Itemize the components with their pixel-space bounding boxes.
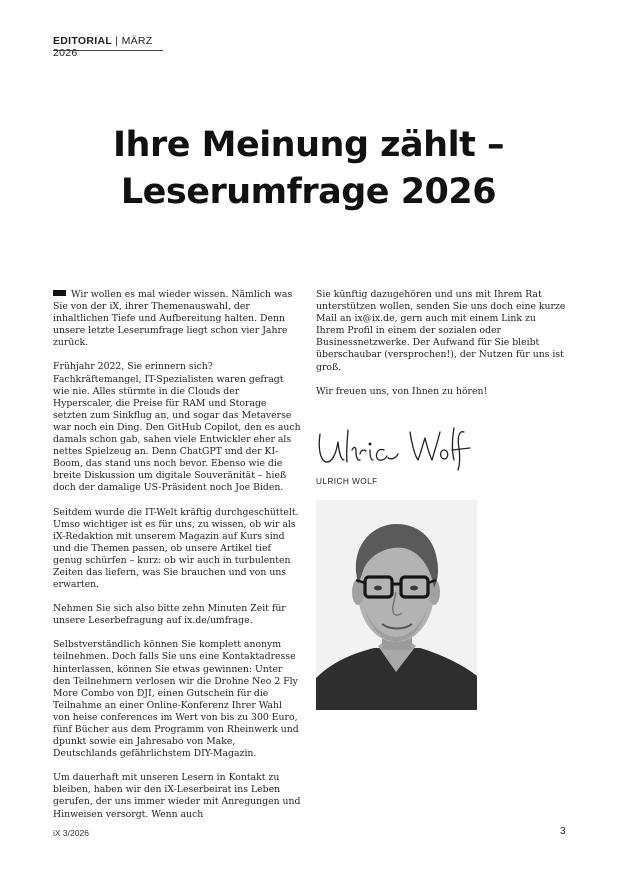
footer-issue: iX 3/2026 <box>53 828 89 838</box>
paragraph: Wir freuen uns, von Ihnen zu hören! <box>316 385 488 397</box>
header-separator: | <box>112 35 122 47</box>
paragraph-text: Wir wollen es mal wieder wissen. Nämlich was Sie von der iX, ihrer Themenauswahl, der inhaltlichen Tiefe und Aufbereitung halten. Denn unsere letzte Leserumfrage liegt schon vier Jahre zurück. <box>53 289 293 349</box>
paragraph: Um dauerhaft mit unseren Lesern in Kontakt zu bleiben, haben wir den iX-Leserbeirat ins Leben gerufen, der uns immer wieder mit Anregungen und Hinweisen versorgt. Wenn auch <box>53 772 301 820</box>
paragraph: Frühjahr 2022, Sie erinnern sich? Fachkräftemangel, IT-Spezialisten waren gefragt wie nie. Alles stürmte in die Clouds der Hyperscaler, die Preise für RAM und Storage setzten zum Sinkflug an, und sogar das Metaverse war noch ein Ding. Den GitHub Copilot, den es auch damals schon gab, sahen viele Entwickler eher als nettes Spielzeug an. Denn ChatGPT und der KI-Boom, das stand uns noch bevor. Ebenso wie die breite Diskussion um digitale Souveränität – hieß doch der damalige US-Präsident noch Joe Biden. <box>53 361 301 494</box>
section-label: EDITORIAL <box>53 35 113 47</box>
paragraph: Sie künftig dazugehören und uns mit Ihrem Rat unterstützen wollen, senden Sie uns doch eine kurze Mail an ix@ix.de, gern auch mit einem Link zu Ihrem Profil in einem der sozialen oder Businessnetzwerke. Der Aufwand für Sie bleibt überschaubar (versprochen!), der Nutzen für uns ist groß. <box>316 289 566 373</box>
paragraph: Seitdem wurde die IT-Welt kräftig durchgeschüttelt. Umso wichtiger ist es für uns, zu wissen, ob wir als iX-Redaktion mit unserem Magazin auf Kurs sind und die Themen passen, ob unsere Artikel tief genug schürfen – kurz: ob wir auch in turbulenten Zeiten das liefern, was Sie brauchen und von uns erwarten. <box>53 506 299 591</box>
header-rule <box>53 50 163 51</box>
paragraph: Selbstverständlich können Sie komplett anonym teilnehmen. Doch falls Sie uns eine Kontaktadresse hinterlassen, können Sie etwas gewinnen: Unter den Teilnehmern verlosen wir die Drohne Neo 2 Fly More Combo von DJI, einen Gutschein für die Teilnahme an einer Online-Konferenz Ihrer Wahl von heise conferences im Wert von bis zu 300 Euro, fünf Bücher aus dem Programm von Rheinwerk und dpunkt sowie ein Jahresabo von Make, Deutschlands gefährlichstem DIY-Magazin. <box>53 639 299 760</box>
paragraph <box>53 289 301 349</box>
handwritten-signature <box>314 420 474 476</box>
title-line-1: Ihre Meinung zählt – <box>113 125 504 165</box>
issue-date: MÄRZ 2026 <box>53 35 153 59</box>
title-line-2: Leserumfrage 2026 <box>120 172 497 212</box>
portrait-image <box>316 500 477 710</box>
page-number: 3 <box>560 826 566 837</box>
paragraph: Nehmen Sie sich also bitte zehn Minuten Zeit für unsere Leserbefragung auf ix.de/umfrage. <box>53 603 286 627</box>
author-portrait <box>316 500 477 710</box>
author-name: ULRICH WOLF <box>316 476 378 486</box>
article-title <box>0 122 617 216</box>
section-header <box>53 35 163 59</box>
lead-marker <box>53 290 66 296</box>
body-column-left <box>53 289 301 833</box>
body-column-right <box>316 289 566 410</box>
